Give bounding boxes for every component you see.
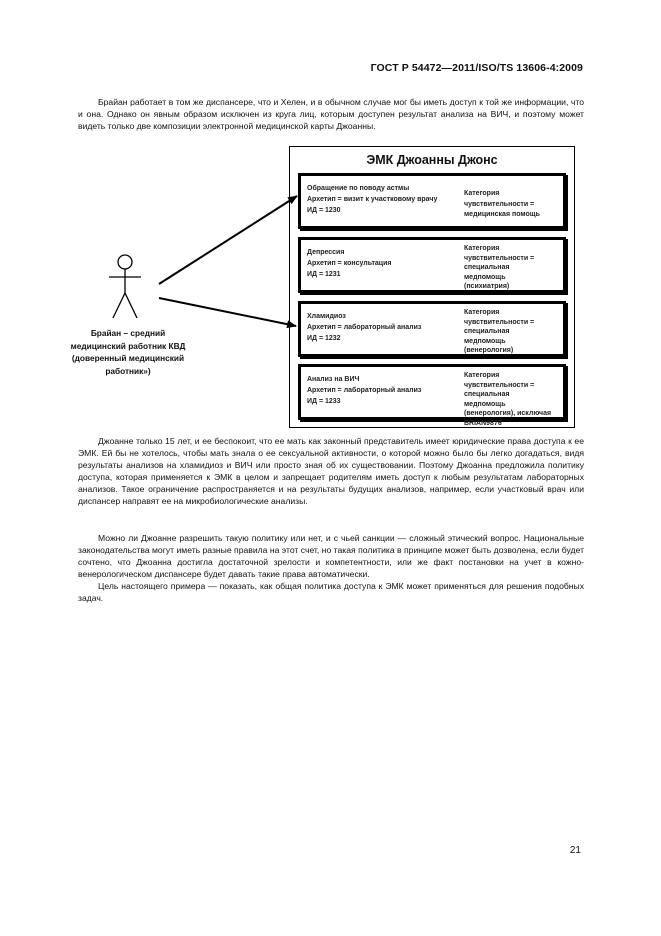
sensitivity-line: специальная: [464, 391, 510, 399]
composition-id: ИД = 1230: [307, 207, 341, 214]
sensitivity-line: (венерология), исключая: [464, 410, 552, 418]
sensitivity-line: чувствительности =: [464, 254, 535, 262]
actor-caption: [58, 327, 198, 377]
sensitivity-line: Категория: [464, 372, 500, 379]
paragraph-text: Цель настоящего примера — показать, как общая политика доступа к ЭМК может применяться для решения подобных задач.: [78, 581, 584, 604]
composition-archetype: Архетип = лабораторный анализ: [307, 324, 422, 331]
sensitivity-line: BRIAN9876: [464, 419, 502, 427]
sensitivity-line: специальная: [464, 264, 510, 272]
page-number: 21: [569, 845, 581, 856]
access-arrow-asthma: [159, 196, 297, 284]
actor-caption-line: работник»): [105, 365, 151, 376]
sensitivity-line: медпомощь: [464, 400, 506, 408]
sensitivity-line: (психиатрия): [464, 283, 510, 291]
standard-header: ГОСТ Р 54472—2011/ISO/TS 13606-4:2009: [370, 62, 583, 74]
composition-id: ИД = 1232: [307, 335, 341, 342]
sensitivity-line: специальная: [464, 328, 510, 336]
sensitivity-line: чувствительности =: [464, 318, 535, 326]
paragraph-text: Можно ли Джоанне разрешить такую политику или нет, и с чьей санкции — сложный этический вопрос. Национальные законодательства могут иметь разные правила на этот счет, но такая политика в принципе может быть дозволена, если будет сочтено, что Джоанна достигла достаточной зрелости и компетентности, или же факт постановки на учет в кожно-венерологическом диспансере будет давать такие права автоматически.: [78, 533, 584, 580]
composition-name: Обращение по поводу астмы: [307, 185, 410, 192]
composition-archetype: Архетип = лабораторный анализ: [307, 387, 422, 394]
sensitivity-line: медпомощь: [464, 273, 506, 281]
sensitivity-line: чувствительности =: [464, 381, 535, 389]
actor-caption-line: (доверенный медицинский: [71, 353, 185, 363]
paragraph-text: Брайан работает в том же диспансере, что и Хелен, и в обычном случае мог бы иметь доступ к той же информации, что и она. Однако он явным образом исключен из круга лиц, которым доступен результат анализа на ВИЧ, и поэтому может видеть только две композиции электронной медицинской карты Джоанны.: [78, 97, 584, 132]
sensitivity-line: (венерология): [464, 347, 514, 355]
composition-name: Хламидиоз: [307, 313, 346, 320]
sensitivity-line: медпомощь: [464, 337, 506, 345]
composition-id: ИД = 1233: [307, 398, 341, 405]
sensitivity-line: медицинская помощь: [464, 211, 540, 218]
paragraph-purpose: [78, 580, 584, 604]
sensitivity-line: Категория: [464, 245, 500, 252]
composition-archetype: Архетип = визит к участковому врачу: [307, 196, 438, 203]
sensitivity-line: чувствительности =: [464, 200, 535, 208]
composition-archetype: Архетип = консультация: [307, 260, 392, 267]
sensitivity-line: Категория: [464, 309, 500, 316]
paragraph-joanna-concern: [78, 435, 584, 508]
composition-name: Депрессия: [307, 249, 345, 256]
actor-caption-line: Брайан – средний: [90, 328, 166, 338]
composition-name: Анализ на ВИЧ: [307, 376, 360, 383]
composition-id: ИД = 1231: [307, 271, 341, 278]
ehr-title: ЭМК Джоанны Джонс: [366, 153, 498, 167]
paragraph-text: Джоанне только 15 лет, и ее беспокоит, что ее мать как законный представитель имеет юридические права доступа к ее ЭМК. Ей бы не хотелось, чтобы мать знала о ее сексуальной активности, о которой можно было бы легко догадаться, видя результаты анализов на хламидиоз и ВИЧ или просто зная об их существовании. Поэтому Джоанна предложила политику доступа, которая применяется к ЭМК в целом и запрещает родителям иметь доступ к любым результатам лабораторных анализов. Такое ограничение распространяется и на результаты будущих анализов, например, если участковый врач или диспансер направят ее на микробиологические анализы.: [78, 436, 584, 507]
sensitivity-line: Категория: [464, 190, 500, 197]
paragraph-ethical-question: [78, 532, 584, 580]
actor-caption-line: медицинский работник КВД: [70, 340, 186, 351]
access-arrow-chlamydia: [159, 298, 296, 326]
stick-figure-icon: [109, 255, 141, 318]
